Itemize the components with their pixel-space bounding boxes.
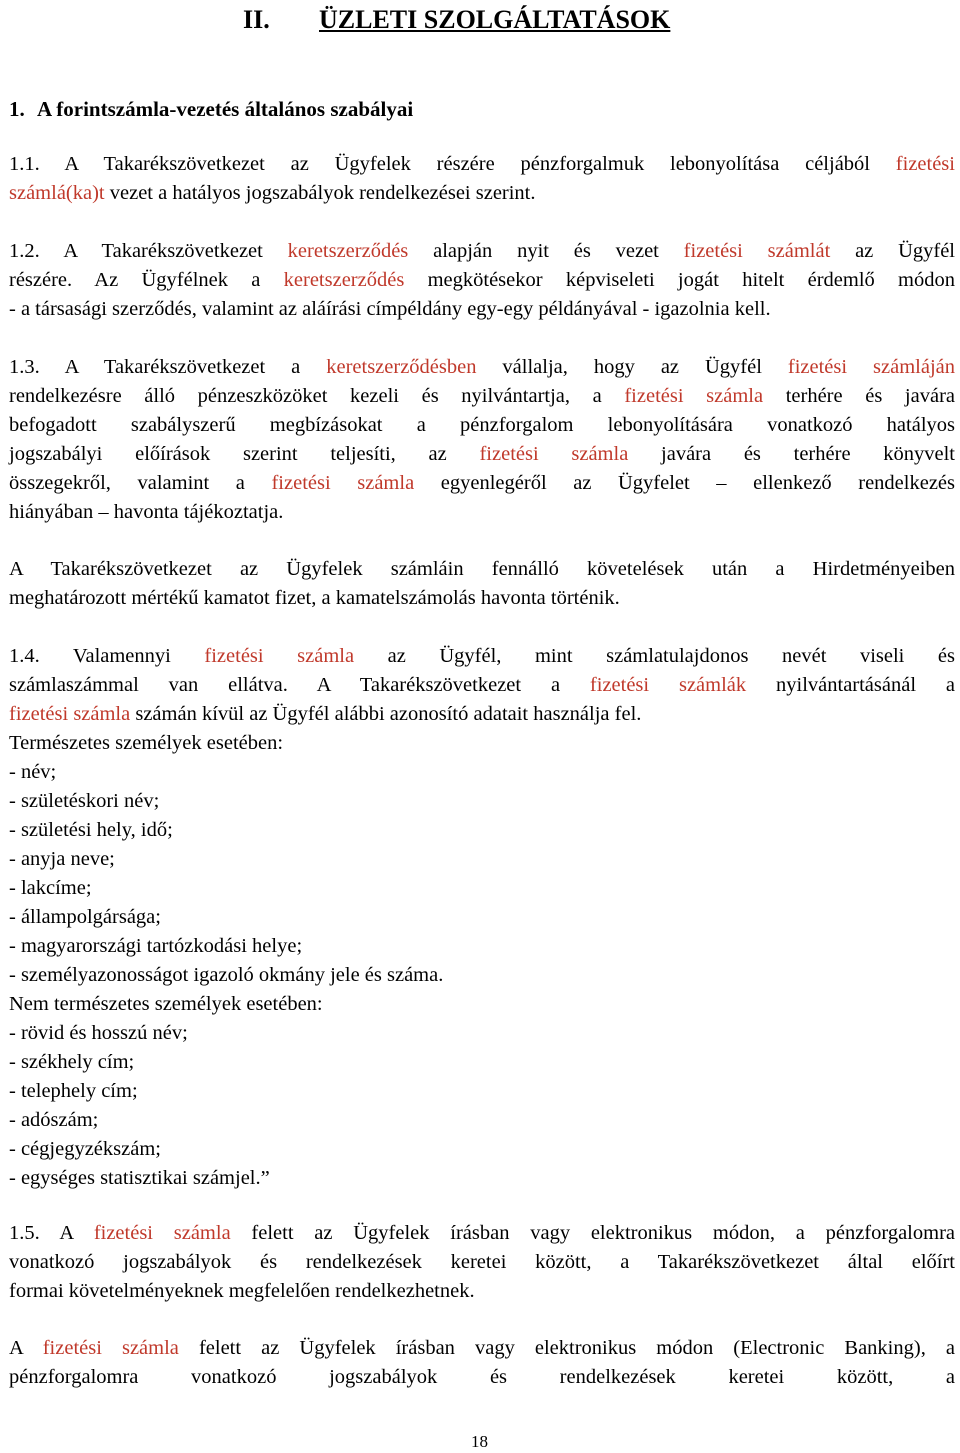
text-line: formai követelményeknek megfelelően rendelkezhetnek. xyxy=(9,1280,475,1302)
term-highlight: fizetési számla xyxy=(42,1337,179,1359)
list-item: - anyja neve; xyxy=(9,848,115,870)
text-run: felett az Ügyfelek írásban vagy elektronikus módon, a pénzforgalomra xyxy=(230,1222,955,1244)
text-run: számlaszámmal van ellátva. A Takarékszövetkezet a xyxy=(9,674,590,696)
list-item: - név; xyxy=(9,761,57,783)
text-run: 1.4. Valamennyi xyxy=(9,645,205,667)
term-highlight: fizetési számla xyxy=(271,472,415,494)
text-run: 1.3. A Takarékszövetkezet a xyxy=(9,356,327,378)
term-highlight: keretszerződés xyxy=(283,269,405,291)
term-highlight: fizetési xyxy=(895,153,955,175)
term-highlight: fizetési számlák xyxy=(589,674,747,696)
text-line xyxy=(9,382,955,411)
text-run: 1.1. A Takarékszövetkezet az Ügyfelek részére pénzforgalmuk lebonyolítása céljából xyxy=(9,153,896,175)
text-run: megkötésekor képviseleti jogát hitelt érdemlő módon xyxy=(404,269,955,291)
text-run: az Ügyfél, mint számlatulajdonos nevét viseli és xyxy=(354,645,955,667)
paragraph-1-1 xyxy=(9,150,955,208)
text-run: vállalja, hogy az Ügyfél xyxy=(476,356,788,378)
legal-entities-heading-block xyxy=(9,990,955,1019)
text-run: részére. Az Ügyfélnek a xyxy=(9,269,284,291)
text-line: - a társasági szerződés, valamint az aláírási címpéldány egy-egy példányával - igazolnia kell. xyxy=(9,298,771,320)
text-line: hiányában – havonta tájékoztatja. xyxy=(9,501,284,523)
chapter-title-text: ÜZLETI SZOLGÁLTATÁSOK xyxy=(319,5,671,34)
paragraph-interest xyxy=(9,555,955,613)
list-item: - magyarországi tartózkodási helye; xyxy=(9,935,303,957)
term-highlight: számlá(ka)t xyxy=(9,182,105,204)
chapter-number: II. xyxy=(243,5,270,34)
text-line xyxy=(9,237,955,266)
document-page xyxy=(9,0,955,1453)
natural-persons-list xyxy=(9,758,955,990)
text-run: vezet a hatályos jogszabályok rendelkezései szerint. xyxy=(104,182,536,204)
text-line xyxy=(9,1219,955,1248)
term-highlight: keretszerződés xyxy=(287,240,409,262)
text-line xyxy=(9,700,955,729)
text-run: felett az Ügyfelek írásban vagy elektronikus módon (Electronic Banking), a xyxy=(178,1337,955,1359)
section-number: 1. xyxy=(9,97,25,121)
list-item: - adószám; xyxy=(9,1109,99,1131)
term-highlight: fizetési számláján xyxy=(787,356,955,378)
text-line xyxy=(9,150,955,179)
chapter-title xyxy=(9,4,955,36)
text-line: pénzforgalomra vonatkozó jogszabályok és rendelkezések keretei között, a xyxy=(9,1366,955,1388)
term-highlight: fizetési számla xyxy=(93,1222,231,1244)
term-highlight: fizetési számla xyxy=(479,443,629,465)
list-item: - cégjegyzékszám; xyxy=(9,1138,161,1160)
text-line: meghatározott mértékű kamatot fizet, a kamatelszámolás havonta történik. xyxy=(9,587,620,609)
page-number: 18 xyxy=(471,1432,488,1451)
text-run: A xyxy=(9,1337,43,1359)
legal-entities-list xyxy=(9,1019,955,1193)
paragraph-electronic-banking xyxy=(9,1334,955,1392)
text-line: befogadott szabályszerű megbízásokat a pénzforgalom lebonyolítására vonatkozó hatályos xyxy=(9,414,955,436)
text-run: alapján nyit és vezet xyxy=(408,240,684,262)
text-run: egyenlegéről az Ügyfelet – ellenkező rendelkezés xyxy=(414,472,956,494)
list-item: - rövid és hosszú név; xyxy=(9,1022,188,1044)
section-title: A forintszámla-vezetés általános szabályai xyxy=(37,97,414,121)
list-item: - telephely cím; xyxy=(9,1080,138,1102)
paragraph-1-2 xyxy=(9,237,955,324)
list-item: - lakcíme; xyxy=(9,877,92,899)
list-item: - személyazonosságot igazoló okmány jele és száma. xyxy=(9,964,444,986)
text-line xyxy=(9,179,955,208)
paragraph-1-4 xyxy=(9,642,955,758)
text-line xyxy=(9,353,955,382)
text-run: nyilvántartásánál a xyxy=(746,674,955,696)
text-run: számán kívül az Ügyfél alábbi azonosító adatait használja fel. xyxy=(130,703,642,725)
term-highlight: fizetési számla xyxy=(624,385,764,407)
list-item: - születési hely, idő; xyxy=(9,819,173,841)
text-run: 1.2. A Takarékszövetkezet xyxy=(9,240,288,262)
term-highlight: fizetési számla xyxy=(9,703,131,725)
text-run: összegekről, valamint a xyxy=(9,472,272,494)
text-line xyxy=(9,642,955,671)
list-item: - születéskori név; xyxy=(9,790,160,812)
paragraph-1-3 xyxy=(9,353,955,527)
text-run: javára és terhére könyvelt xyxy=(628,443,956,465)
legal-entities-heading: Nem természetes személyek esetében: xyxy=(9,993,323,1015)
text-line xyxy=(9,469,955,498)
text-line xyxy=(9,266,955,295)
text-run: rendelkezésre álló pénzeszközöket kezeli és nyilvántartja, a xyxy=(9,385,625,407)
paragraph-1-5 xyxy=(9,1219,955,1306)
text-line xyxy=(9,671,955,700)
natural-persons-heading: Természetes személyek esetében: xyxy=(9,732,284,754)
list-item: - állampolgársága; xyxy=(9,906,161,928)
term-highlight: keretszerződésben xyxy=(326,356,477,378)
text-line: vonatkozó jogszabályok és rendelkezések keretei között, a Takarékszövetkezet által előírt xyxy=(9,1251,955,1273)
term-highlight: fizetési számla xyxy=(204,645,355,667)
list-item: - székhely cím; xyxy=(9,1051,135,1073)
text-run: jogszabályi előírások szerint teljesíti, az xyxy=(9,443,480,465)
text-run: 1.5. A xyxy=(9,1222,94,1244)
list-item: - egységes statisztikai számjel.” xyxy=(9,1167,270,1189)
text-run: terhére és javára xyxy=(763,385,955,407)
text-line xyxy=(9,440,955,469)
text-line: A Takarékszövetkezet az Ügyfelek számláin fennálló követelések után a Hirdetményeiben xyxy=(9,558,955,580)
text-line xyxy=(9,1334,955,1363)
term-highlight: fizetési számlát xyxy=(683,240,831,262)
text-run: az Ügyfél xyxy=(830,240,955,262)
